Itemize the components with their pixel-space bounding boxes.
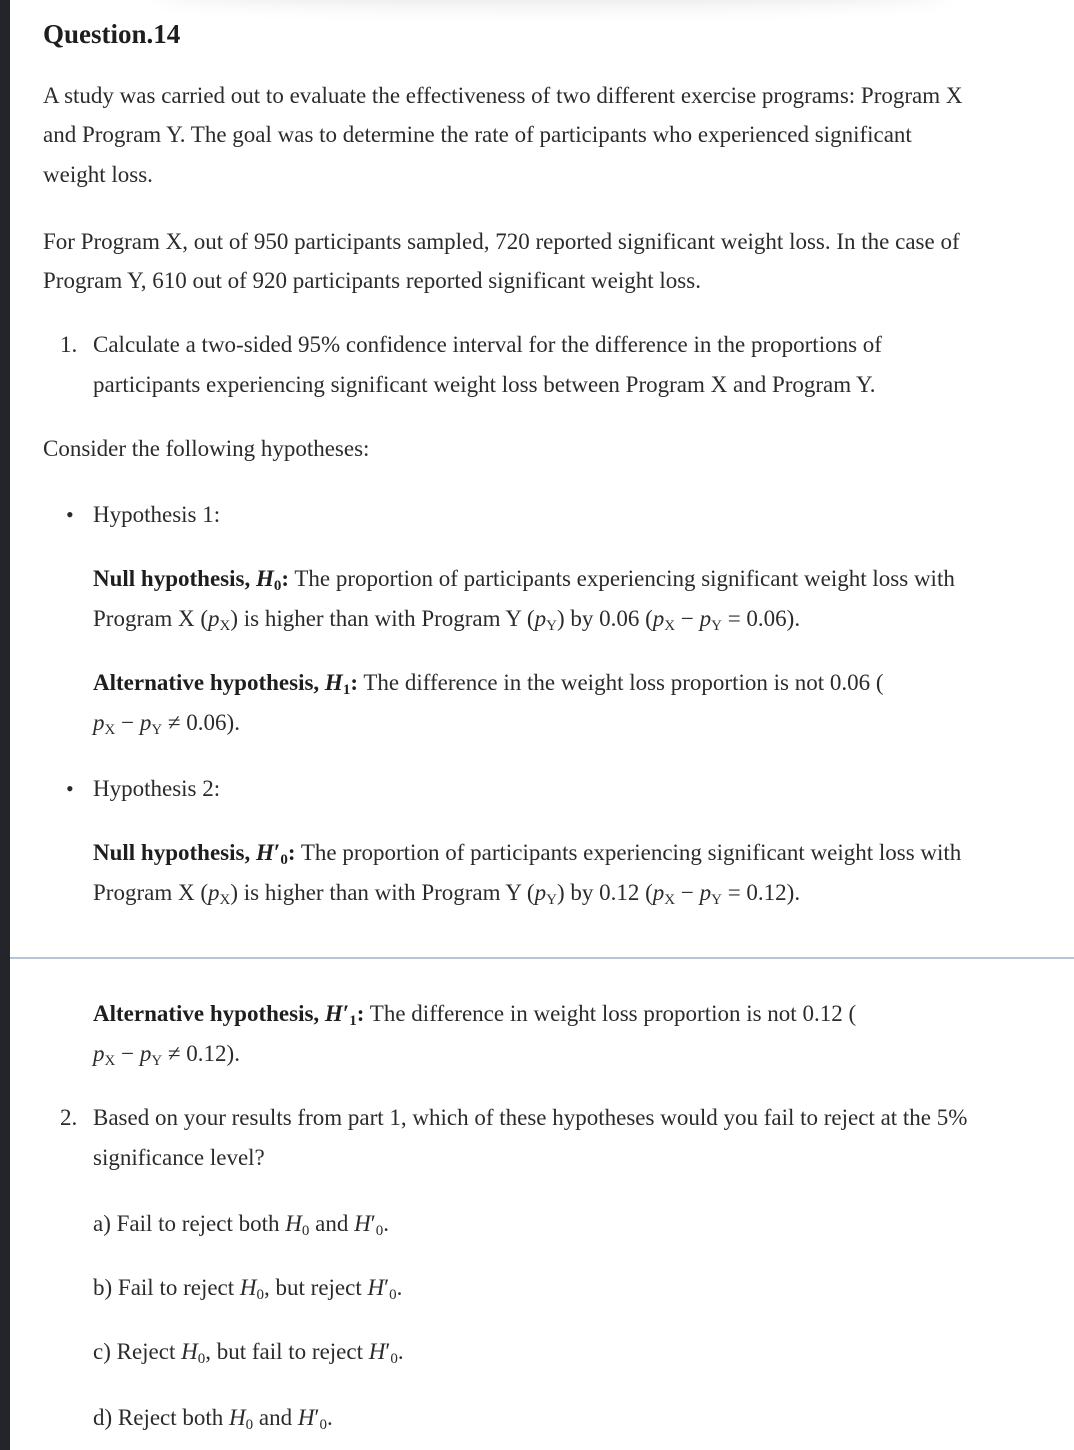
option-c: c) Reject $H_0$, but fail to reject $H'_0$. <box>93 1339 404 1367</box>
part2-line-1: Based on your results from part 1, which of these hypotheses would you fail to reject at the 5% <box>93 1105 968 1130</box>
consider-text: Consider the following hypotheses: <box>43 436 370 461</box>
question-title: Question.14 <box>43 19 181 49</box>
hyp1-alt-line-2: $p_X - p_Y \ne 0.06$). <box>93 710 240 738</box>
hyp1-null-text: The proportion of participants experiencing significant weight loss with <box>294 566 955 591</box>
data-line-1: For Program X, out of 950 participants sampled, 720 reported significant weight loss. In the case of <box>43 229 960 254</box>
hyp2-null-line-2: Program X $(p_X)$ is higher than with Program Y $(p_Y)$ by 0.12 $(p_X - p_Y = 0.12)$. <box>93 880 801 908</box>
hyp1-null-line-2: Program X $(p_X)$ is higher than with Program Y $(p_Y)$ by 0.06 $(p_X - p_Y = 0.06)$. <box>93 606 801 634</box>
bullet-icon: • <box>66 776 74 801</box>
intro-line-1: A study was carried out to evaluate the effectiveness of two different exercise programs: Program X <box>43 83 963 108</box>
hyp1-alt-line-1: Alternative hypothesis, $H_1$: The difference in the weight loss proportion is not 0.06 ( <box>93 670 884 698</box>
part2-number: 2. <box>60 1105 78 1130</box>
bullet-icon: • <box>66 502 74 527</box>
hyp1-alt-label: Alternative hypothesis, <box>93 670 320 695</box>
hyp2-alt-line-1: Alternative hypothesis, $H'_1$: The difference in weight loss proportion is not 0.12 ( <box>93 1001 857 1029</box>
hyp2-alt-label: Alternative hypothesis, <box>93 1001 320 1026</box>
part1-line-1: Calculate a two-sided 95% confidence interval for the difference in the proportions of <box>93 332 882 357</box>
hyp1-null-line-1: Null hypothesis, $H_0$: The proportion of participants experiencing significant weight loss with <box>93 566 955 594</box>
hyp1-null-label: Null hypothesis, <box>93 566 251 591</box>
option-a: a) Fail to reject both $H_0$ and $H'_0$. <box>93 1211 389 1239</box>
hyp2-label: Hypothesis 2: <box>93 776 221 801</box>
intro-line-2: and Program Y. The goal was to determine the rate of participants who experienced significant <box>43 122 912 147</box>
hyp2-null-line-1: Null hypothesis, $H'_0$: The proportion of participants experiencing significant weight loss with <box>93 840 962 868</box>
option-b: b) Fail to reject $H_0$, but reject $H'_0$. <box>93 1275 403 1303</box>
left-edge-bar <box>0 0 10 1450</box>
part1-line-2: participants experiencing significant weight loss between Program X and Program Y. <box>93 372 876 397</box>
part1-number: 1. <box>60 332 78 357</box>
hyp1-label: Hypothesis 1: <box>93 502 221 527</box>
intro-line-3: weight loss. <box>43 162 153 187</box>
option-d: d) Reject both $H_0$ and $H'_0$. <box>93 1405 333 1433</box>
page-break-divider <box>10 957 1074 959</box>
hyp2-null-text: The proportion of participants experiencing significant weight loss with <box>300 840 962 865</box>
hyp2-alt-line-2: $p_X - p_Y \ne 0.12$). <box>93 1041 240 1069</box>
data-line-2: Program Y, 610 out of 920 participants reported significant weight loss. <box>43 268 701 293</box>
part2-line-2: significance level? <box>93 1145 265 1170</box>
hyp2-alt-text: The difference in weight loss proportion is not 0.12 ( <box>369 1001 857 1026</box>
hyp2-null-label: Null hypothesis, <box>93 840 251 865</box>
hyp1-alt-text: The difference in the weight loss proportion is not 0.06 ( <box>363 670 884 695</box>
